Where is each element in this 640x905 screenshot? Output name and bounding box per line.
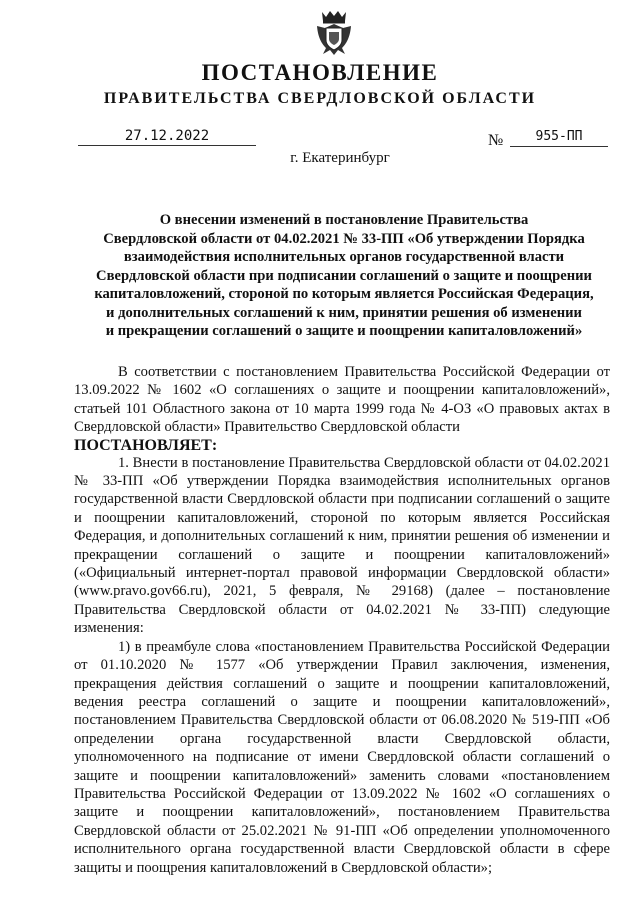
heading-line: Свердловской области от 04.02.2021 № 33-ПП «Об утверждении Порядка [103, 230, 585, 247]
intro-paragraph: В соответствии с постановлением Правительства Российской Федерации от 13.09.2022 № 1602 «О соглашениях о защите и поощрении капиталовложений», статьей 101 Областного закона от 10 марта 1999 года № 4-ОЗ «О правовых актах в Свердловской области» Правительство Свердловской области [74, 364, 610, 436]
coat-of-arms-icon [314, 8, 354, 58]
decree-word: ПОСТАНОВЛЯЕТ: [74, 436, 218, 454]
document-number: 955-ПП [510, 129, 608, 147]
number-sign: № [488, 132, 504, 149]
heading-line: Свердловской области при подписании соглашений о защите и поощрении [96, 267, 592, 284]
heading-line: и прекращении соглашений о защите и поощрении капиталовложений» [105, 323, 583, 339]
document-date: 27.12.2022 [78, 128, 256, 146]
heading-line: и дополнительных соглашений к ним, принятии решения об изменении [106, 304, 582, 321]
heading-line: О внесении изменений в постановление Правительства [159, 212, 529, 228]
item-1-paragraph: 1. Внести в постановление Правительства Свердловской области от 04.02.2021 № 33-ПП «Об утверждении Порядка взаимодействия исполнительных органов государственной власти Свердловской области при подписании соглашений о защите и поощрении капиталовложений, стороной по которым является Российская Федерация, и дополнительных соглашений к ним, принятии решения об изменении и прекращении соглашений о защите и поощрении капиталовложений» («Официальный интернет-портал правовой информации Свердловской области» (www.pravo.gov66.ru), 2021, 5 февраля, № 29168) (далее – постановление Правительства Свердловской области от 04.02.2021 № 33-ПП) следующие изменения: [74, 454, 610, 637]
heading-line: капиталовложений, стороной по которым является Российская Федерация, [94, 286, 594, 302]
heading-line: взаимодействия исполнительных органов государственной власти [123, 249, 565, 265]
document-subtitle: ПРАВИТЕЛЬСТВА СВЕРДЛОВСКОЙ ОБЛАСТИ [103, 90, 537, 107]
document-city: г. Екатеринбург [290, 150, 390, 166]
item-1-1-paragraph: 1) в преамбуле слова «постановлением Правительства Российской Федерации от 01.10.2020 № 1577 «Об утверждении Правил заключения, изменения, прекращения действия соглашений о защите и поощрении капиталовложений, ведения реестра соглашений о защите и поощрении капиталовложений», постановлением Правительства Свердловской области от 06.08.2020 № 519-ПП «Об определении органа государственной власти Свердловской области, уполномоченного на подписание от имени Свердловской области соглашений о защите и поощрении капиталовложений» заменить словами «постановлением Правительства Российской Федерации от 13.09.2022 № 1602 «О соглашениях о защите и поощрении капиталовложений», постановлением Правительства Свердловской области от 25.02.2021 № 91-ПП «Об определении уполномоченного исполнительного органа государственной власти Свердловской области в сфере защиты и поощрения капиталовложений в Свердловской области»; [74, 638, 610, 876]
document-title: ПОСТАНОВЛЕНИЕ [201, 60, 439, 85]
document-body [74, 363, 610, 877]
document-heading [74, 211, 614, 341]
